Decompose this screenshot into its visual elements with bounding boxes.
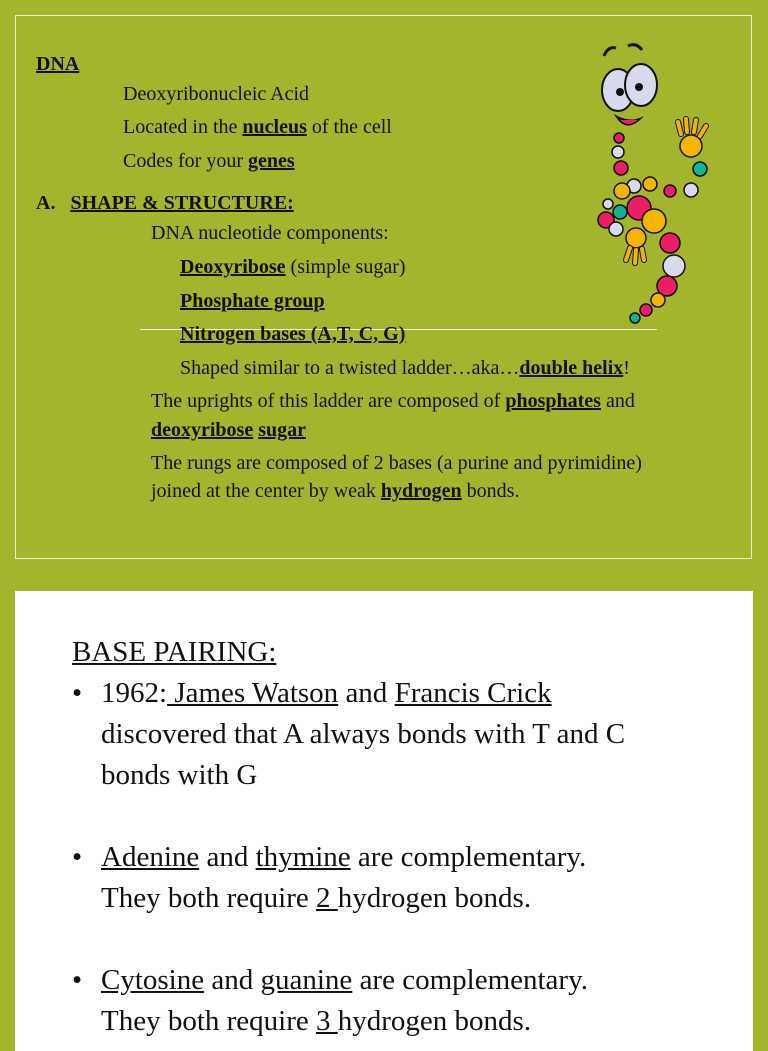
line-uprights-2: deoxyribose sugar [151, 419, 307, 441]
line-uprights: The uprights of this ladder are composed of phosphates and [151, 390, 635, 412]
line-double-helix: Shaped similar to a twisted ladder…aka…double helix! [180, 357, 630, 379]
components-label: DNA nucleotide components: [151, 222, 389, 244]
bullet-dot-3: • [72, 964, 83, 996]
component-nitrogen-bases: Nitrogen bases (A,T, C, G) [180, 323, 406, 345]
slide-base-pairing [15, 591, 753, 1051]
slide-dna-overview [15, 15, 752, 559]
component-deoxyribose: Deoxyribose (simple sugar) [180, 256, 406, 278]
bullet2-line2: They both require 2 hydrogen bonds. [101, 882, 532, 914]
line-rungs-2: joined at the center by weak hydrogen bonds. [151, 480, 520, 502]
bullet1-line3: bonds with G [101, 759, 258, 791]
dna-mascot-illustration [586, 36, 726, 336]
bullet3-line1: Cytosine and guanine are complementary. [101, 964, 588, 996]
heading-dna: DNA [36, 53, 80, 75]
bullet-dot-1: • [72, 677, 83, 709]
section-shape-structure: A. SHAPE & STRUCTURE: [36, 192, 294, 214]
bullet1-line1: 1962: James Watson and Francis Crick [101, 677, 552, 709]
line-codes: Codes for your genes [123, 150, 295, 172]
line-rungs: The rungs are composed of 2 bases (a purine and pyrimidine) [151, 452, 642, 474]
component-phosphate: Phosphate group [180, 290, 325, 312]
line-deoxyribonucleic: Deoxyribonucleic Acid [123, 83, 310, 105]
bullet1-line2: discovered that A always bonds with T and C [101, 718, 626, 750]
line-located: Located in the nucleus of the cell [123, 116, 392, 138]
bullet-dot-2: • [72, 841, 83, 873]
bullet2-line1: Adenine and thymine are complementary. [101, 841, 587, 873]
bullet3-line2: They both require 3 hydrogen bonds. [101, 1005, 532, 1037]
heading-base-pairing: BASE PAIRING: [72, 636, 277, 668]
